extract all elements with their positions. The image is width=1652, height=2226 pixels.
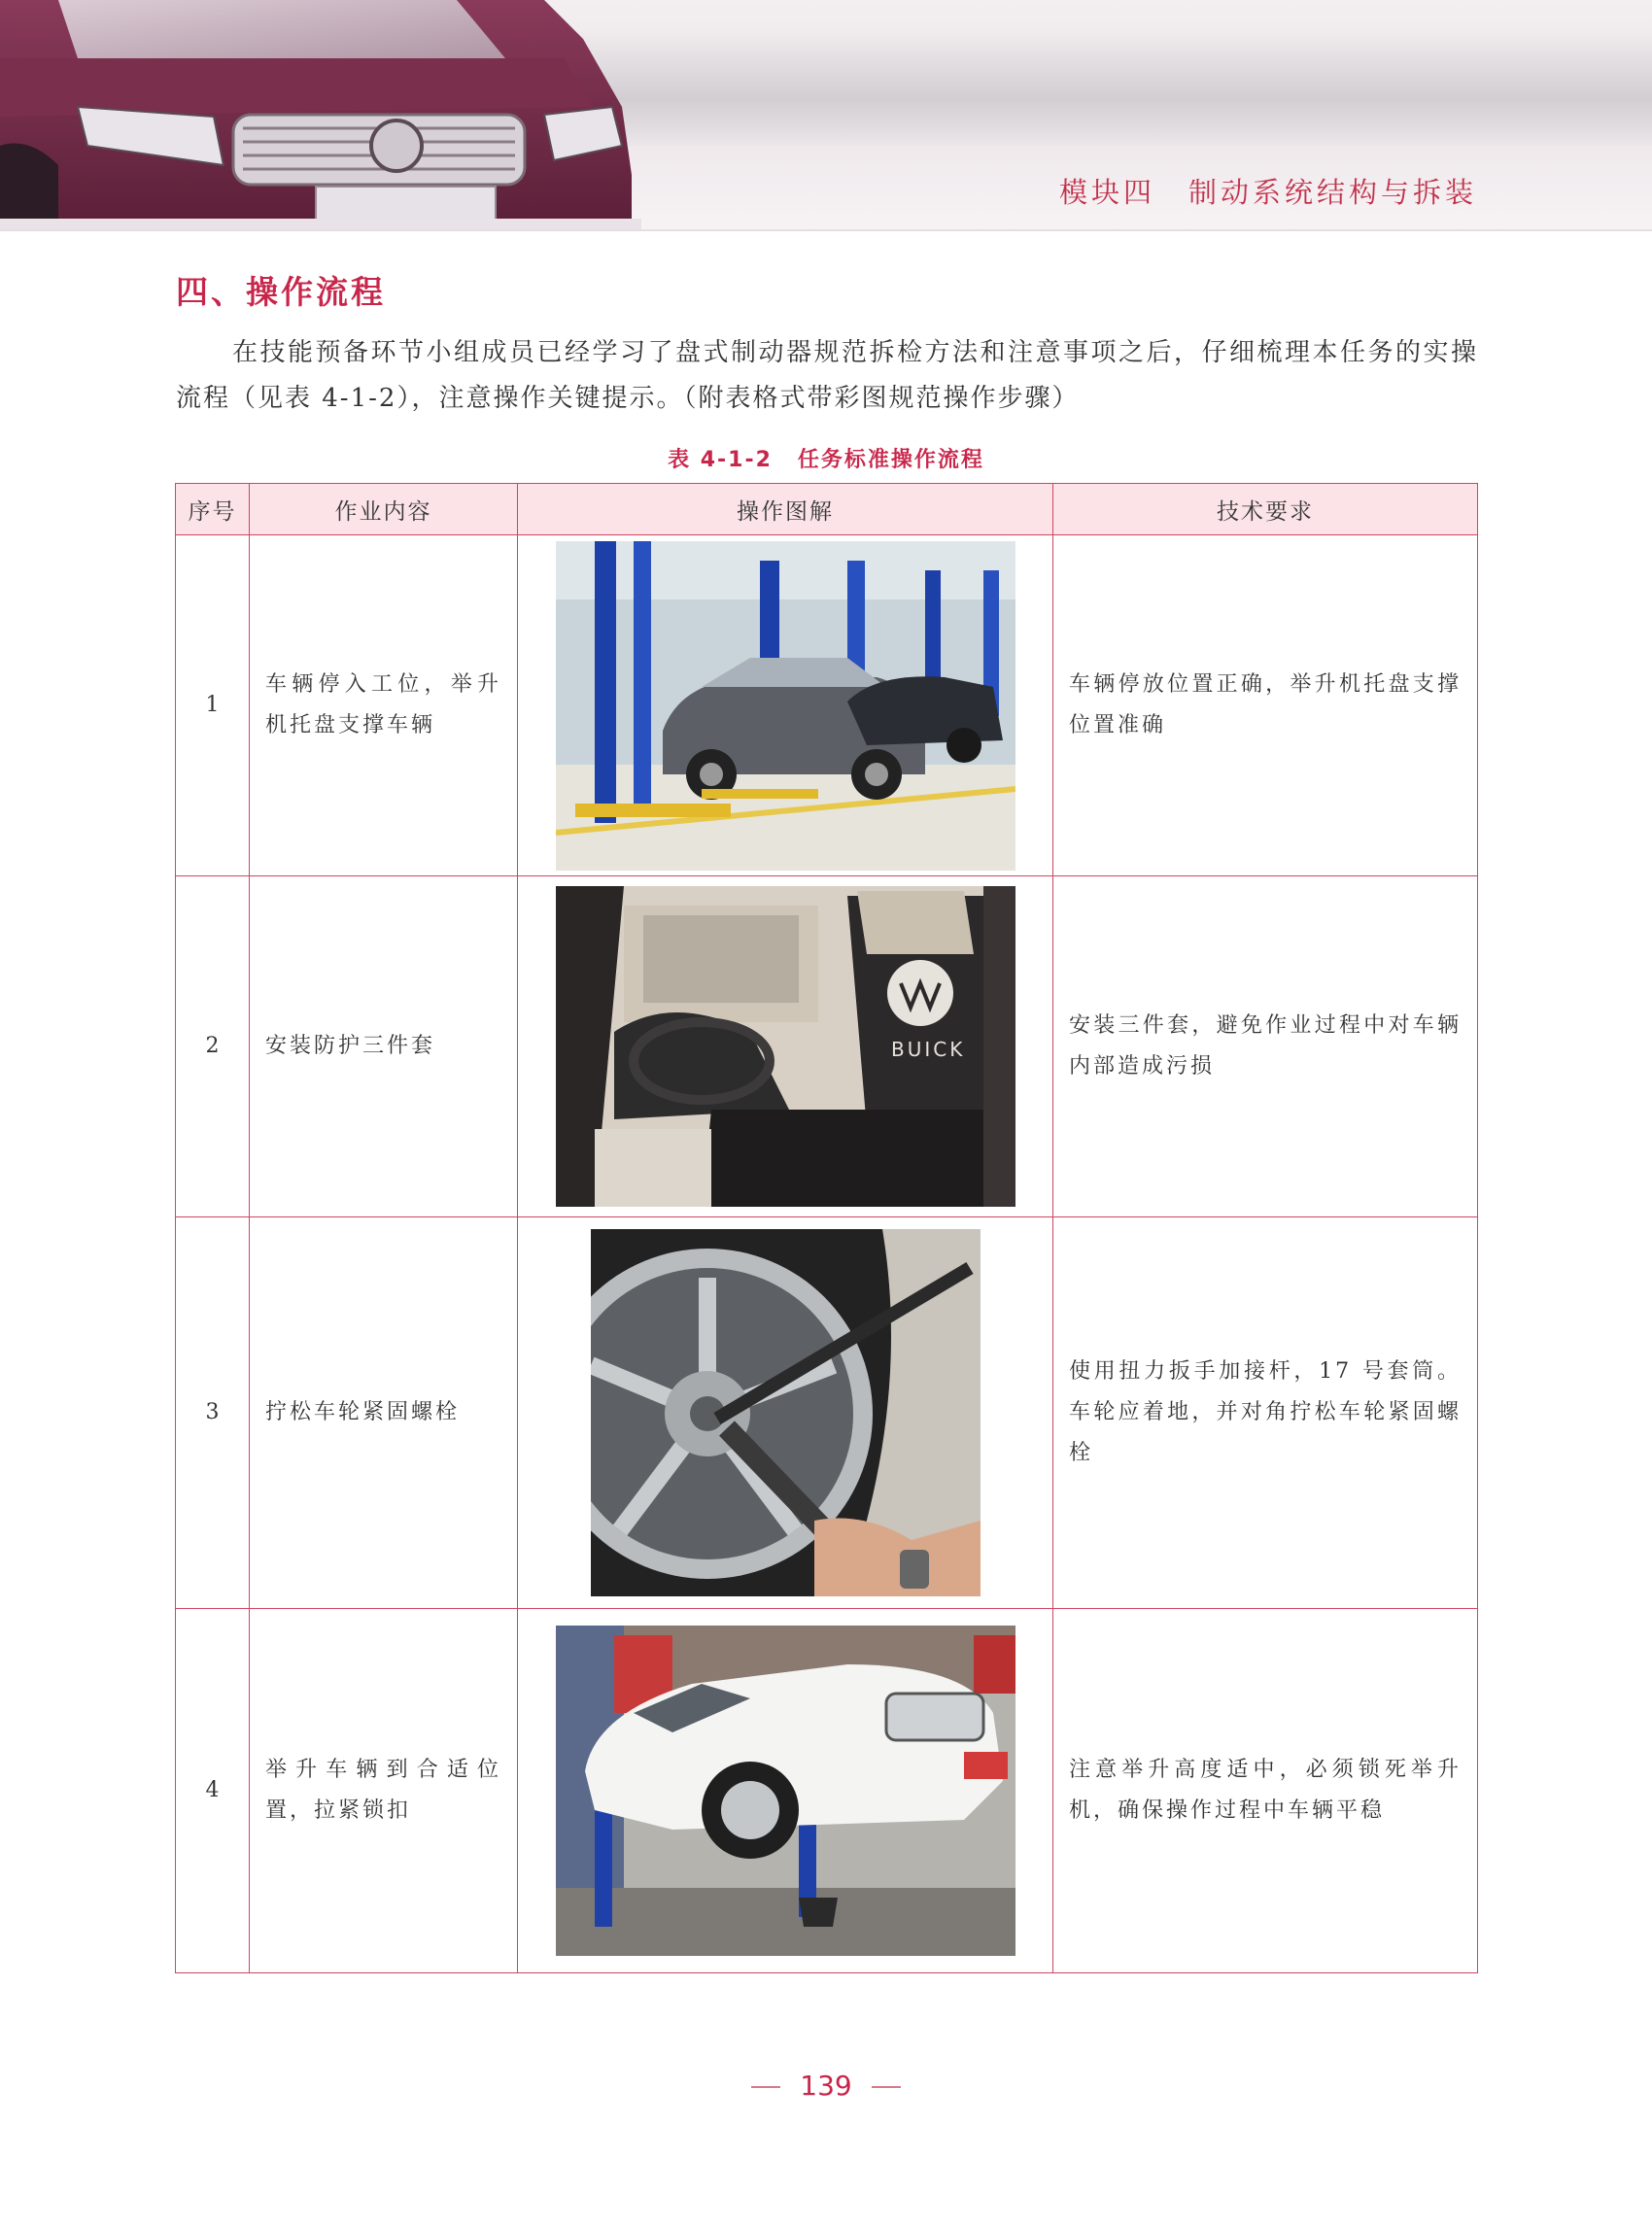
table-row xyxy=(176,1217,1478,1609)
footer-dash-right xyxy=(872,2086,901,2088)
module-label: 模块四 xyxy=(1058,176,1155,209)
svg-text:BUICK: BUICK xyxy=(890,1038,965,1061)
raised-car-photo xyxy=(556,1626,1015,1956)
table-header-row xyxy=(176,484,1478,535)
section-heading: 四、操作流程 xyxy=(176,273,386,311)
procedure-table xyxy=(175,483,1478,1973)
row-number: 1 xyxy=(176,535,250,876)
table-row xyxy=(176,1609,1478,1973)
col-header-content: 作业内容 xyxy=(250,484,518,535)
row-requirement: 使用扭力扳手加接杆，17 号套筒。车轮应着地，并对角拧松车轮紧固螺栓 xyxy=(1053,1217,1478,1609)
row-number: 3 xyxy=(176,1217,250,1609)
banner-divider xyxy=(0,229,1652,231)
row-content: 车辆停入工位，举升机托盘支撑车辆 xyxy=(250,535,518,876)
module-name: 制动系统结构与拆装 xyxy=(1187,176,1477,209)
row-requirement: 安装三件套，避免作业过程中对车辆内部造成污损 xyxy=(1053,876,1478,1217)
row-requirement: 车辆停放位置正确，举升机托盘支撑位置准确 xyxy=(1053,535,1478,876)
col-header-requirement: 技术要求 xyxy=(1053,484,1478,535)
wheel-bolt-wrench-photo xyxy=(591,1229,981,1596)
seat-cover-photo xyxy=(556,886,1015,1207)
table-caption-number: 表 4-1-2 xyxy=(668,448,773,472)
table-row xyxy=(176,535,1478,876)
module-title xyxy=(1059,171,1477,211)
footer-dash-left xyxy=(751,2086,780,2088)
row-content: 安装防护三件套 xyxy=(250,876,518,1217)
header-banner xyxy=(0,0,1652,231)
intro-paragraph: 在技能预备环节小组成员已经学习了盘式制动器规范拆检方法和注意事项之后，仔细梳理本任务的实操流程（见表 4-1-2），注意操作关键提示。（附表格式带彩图规范操作步骤） xyxy=(176,338,1478,413)
row-content: 拧松车轮紧固螺栓 xyxy=(250,1217,518,1609)
row-requirement: 注意举升高度适中，必须锁死举升机，确保操作过程中车辆平稳 xyxy=(1053,1609,1478,1973)
row-number: 4 xyxy=(176,1609,250,1973)
car-banner-image xyxy=(0,0,641,231)
col-header-illustration: 操作图解 xyxy=(518,484,1053,535)
table-caption-title: 任务标准操作流程 xyxy=(797,448,984,472)
table-caption xyxy=(0,443,1652,473)
row-content: 举升车辆到合适位置，拉紧锁扣 xyxy=(250,1609,518,1973)
page-footer xyxy=(0,2070,1652,2102)
col-header-num: 序号 xyxy=(176,484,250,535)
car-on-lift-photo xyxy=(556,541,1015,871)
row-number: 2 xyxy=(176,876,250,1217)
table-row xyxy=(176,876,1478,1217)
page-number: 139 xyxy=(800,2070,852,2102)
